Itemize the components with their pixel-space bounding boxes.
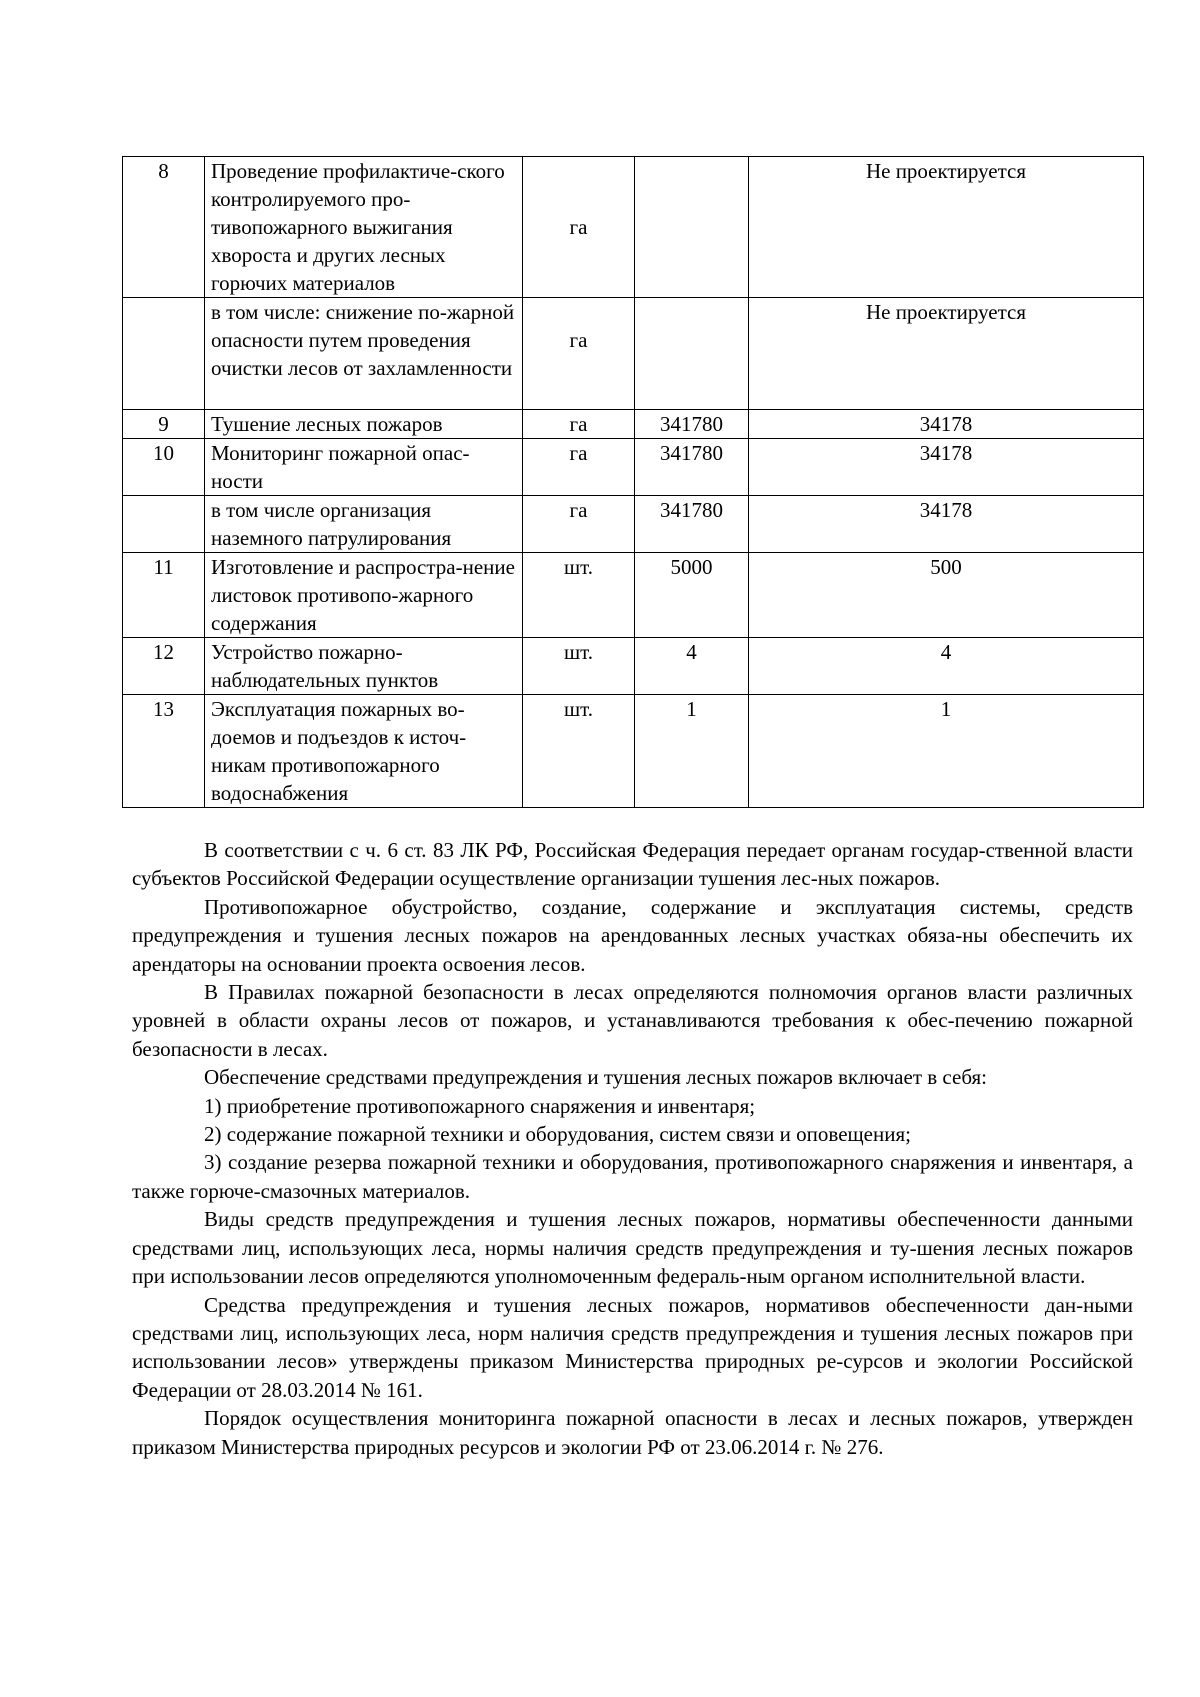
table-row xyxy=(123,298,1144,410)
measure-name: Тушение лесных пожаров xyxy=(205,410,523,439)
total-volume-cell: 5000 xyxy=(635,553,749,638)
annual-volume-cell: 1 xyxy=(749,695,1144,808)
measure-name: Устройство пожарно-наблюдательных пунктов xyxy=(205,638,523,695)
paragraph: Виды средств предупреждения и тушения лесных пожаров, нормативы обеспеченности данными средствами лиц, использующих леса, нормы наличия средств предупреждения и ту-шения лесных пожаров при использовании лесов определяются уполномоченным федераль-ным органом исполнительной власти. xyxy=(132,1207,1133,1289)
total-volume-cell: 341780 xyxy=(635,439,749,496)
paragraph: Порядок осуществления мониторинга пожарной опасности в лесах и лесных пожаров, утвержден приказом Министерства природных ресурсов и экологии РФ от 23.06.2014 г. № 276. xyxy=(132,1406,1133,1459)
table-row xyxy=(123,157,1144,298)
list-item: 1) приобретение противопожарного снаряжения и инвентаря; xyxy=(204,1093,756,1118)
total-volume-cell: 341780 xyxy=(635,410,749,439)
table-row xyxy=(123,553,1144,638)
paragraph: В Правилах пожарной безопасности в лесах определяются полномочия органов власти различных уровней в области охраны лесов от пожаров, и устанавливаются требования к обес-печению пожарной безопасности в лесах. xyxy=(132,980,1133,1061)
fire-measures-table xyxy=(122,156,1144,808)
table-row xyxy=(123,439,1144,496)
annual-volume-cell: 500 xyxy=(749,553,1144,638)
list-item: 2) содержание пожарной техники и оборудования, систем связи и оповещения; xyxy=(204,1122,911,1147)
row-number: 12 xyxy=(123,638,205,695)
paragraph: Средства предупреждения и тушения лесных пожаров, нормативов обеспеченности дан-ными средствами лиц, использующих леса, норм наличия средств предупреждения и тушения лесных пожаров при использовании лесов» утверждены приказом Министерства природных ре-сурсов и экологии Российской Федерации от 28.03.2014 № 161. xyxy=(132,1292,1133,1402)
paragraph: В соответствии с ч. 6 ст. 83 ЛК РФ, Российская Федерация передает органам государ-ственной власти субъектов Российской Федерации осуществление организации тушения лес-ных пожаров. xyxy=(132,838,1133,891)
list-item: 3) создание резерва пожарной техники и оборудования, противопожарного снаряжения и инвентаря, а также горюче-смазочных материалов. xyxy=(132,1150,1133,1203)
annual-volume-cell: 34178 xyxy=(749,439,1144,496)
measure-name: в том числе организация наземного патрулирования xyxy=(205,496,523,553)
row-number: 8 xyxy=(123,157,205,298)
unit-cell: шт. xyxy=(523,695,635,808)
measure-name: Эксплуатация пожарных во-доемов и подъездов к источ-никам противопожарного водоснабжения xyxy=(205,695,523,808)
unit-cell: шт. xyxy=(523,638,635,695)
annual-volume-cell: 34178 xyxy=(749,410,1144,439)
measure-name: в том числе: снижение по-жарной опасности путем проведения очистки лесов от захламленности xyxy=(205,298,523,410)
table-row xyxy=(123,410,1144,439)
row-number: 13 xyxy=(123,695,205,808)
row-number xyxy=(123,496,205,553)
total-volume-cell: 341780 xyxy=(635,496,749,553)
row-number: 9 xyxy=(123,410,205,439)
unit-cell: га xyxy=(523,157,635,298)
table-row xyxy=(123,496,1144,553)
paragraph: Обеспечение средствами предупреждения и тушения лесных пожаров включает в себя: xyxy=(204,1065,987,1090)
annual-volume-cell: Не проектируется xyxy=(749,298,1144,410)
row-number xyxy=(123,298,205,410)
measure-name: Изготовление и распростра-нение листовок противопо-жарного содержания xyxy=(205,553,523,638)
body-text xyxy=(132,836,1133,1461)
unit-cell: шт. xyxy=(523,553,635,638)
annual-volume-cell: 34178 xyxy=(749,496,1144,553)
total-volume-cell: 4 xyxy=(635,638,749,695)
unit-cell: га xyxy=(523,410,635,439)
table-row xyxy=(123,695,1144,808)
total-volume-cell: 1 xyxy=(635,695,749,808)
row-number: 11 xyxy=(123,553,205,638)
unit-cell: га xyxy=(523,298,635,410)
paragraph: Противопожарное обустройство, создание, содержание и эксплуатация системы, средств предупреждения и тушения лесных пожаров на арендованных лесных участках обяза-ны обеспечить их арендаторы на основании проекта освоения лесов. xyxy=(132,894,1133,976)
table-row xyxy=(123,638,1144,695)
annual-volume-cell: Не проектируется xyxy=(749,157,1144,298)
unit-cell: га xyxy=(523,496,635,553)
measure-name: Мониторинг пожарной опас-ности xyxy=(205,439,523,496)
unit-cell: га xyxy=(523,439,635,496)
measure-name: Проведение профилактиче-ского контролируемого про-тивопожарного выжигания хвороста и других лесных горючих материалов xyxy=(205,157,523,298)
annual-volume-cell: 4 xyxy=(749,638,1144,695)
total-volume-cell xyxy=(635,157,749,298)
total-volume-cell xyxy=(635,298,749,410)
row-number: 10 xyxy=(123,439,205,496)
